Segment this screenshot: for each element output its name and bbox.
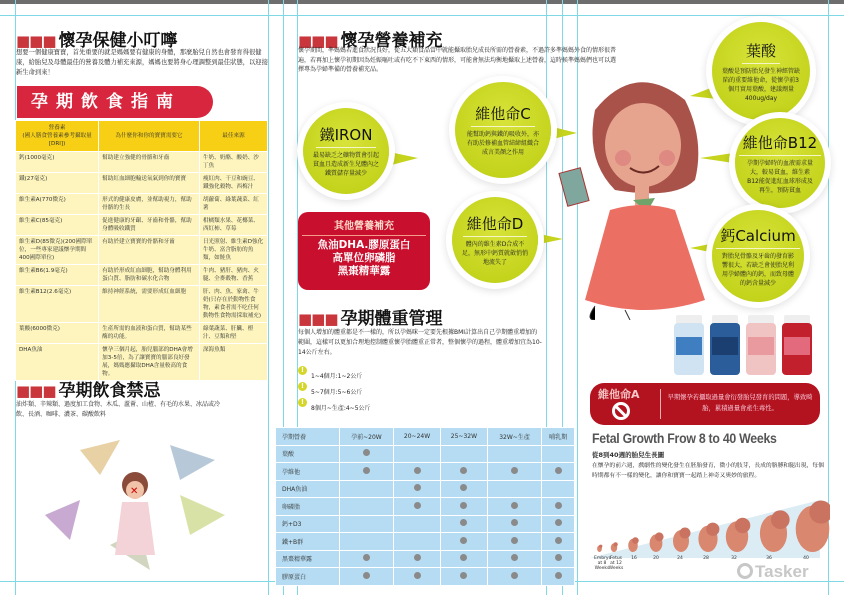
table-row — [16, 152, 268, 173]
food-triangle — [45, 500, 80, 540]
bottle — [782, 315, 812, 375]
table-row — [276, 445, 575, 463]
watermark-text: Tasker — [755, 562, 809, 581]
diet-taboo-title — [16, 376, 161, 401]
supplement-name: 鈣+D3 — [276, 515, 340, 533]
other-supplements-box — [298, 212, 430, 290]
table-cell — [440, 463, 487, 481]
guide-line — [268, 0, 269, 595]
bubble-text: 對胎兒骨骼及牙齒的發育影響很大，若缺乏會使胎兒利用孕婦體內的鈣，而致母體的鈣含量減少 — [722, 252, 795, 287]
bubble-title: 維他命C — [471, 103, 534, 127]
recommended-dot — [555, 572, 562, 579]
recommended-dot — [414, 467, 421, 474]
food-triangle — [180, 495, 225, 535]
bubble-title: 鐵IRON — [316, 124, 377, 148]
recommended-dot — [555, 519, 562, 526]
table-cell — [440, 445, 487, 463]
table-cell — [394, 445, 441, 463]
fetal-growth-illustration — [590, 490, 830, 565]
recommended-dot — [460, 467, 467, 474]
table-header-cell: 為什麼你和你的寶寶需要它 — [99, 121, 200, 152]
weight-gain-item — [298, 396, 371, 412]
vitamin-a-text: 早期懷孕若攝取過量會衍發胎兒發育的問題，導致畸胎，累積過量會產生毒性。 — [667, 394, 813, 412]
table-cell — [440, 480, 487, 498]
table-cell: 促進健康的牙齦、牙齒和骨骼，幫助身體吸收鐵質 — [99, 215, 200, 236]
table-cell — [339, 463, 393, 481]
recommended-dot — [511, 502, 518, 509]
table-row — [16, 323, 268, 344]
tasker-logo-icon — [737, 563, 753, 579]
table-cell — [487, 550, 541, 568]
table-cell: 懷孕三個月起，胎兒腦部的DHA會增加3-5倍，為了讓寶寶的腦部良好發展，媽媽應攝取DHA含量較高的食物。 — [99, 344, 200, 381]
table-cell — [339, 515, 393, 533]
supplement-bottles — [674, 315, 814, 377]
vitamin-c-bubble — [455, 82, 551, 178]
table-cell — [542, 568, 575, 586]
table-cell: 深海魚類 — [199, 344, 267, 381]
table-row — [16, 215, 268, 236]
table-row — [16, 194, 268, 215]
table-cell — [440, 568, 487, 586]
fetus-head — [655, 532, 664, 541]
table-cell: 牛奶、奶酪、酸奶、沙丁魚 — [199, 152, 267, 173]
table-cell: 維持神經系統，需要形成紅血細胞 — [99, 286, 200, 323]
table-cell — [394, 515, 441, 533]
info-icon: ! — [298, 398, 307, 407]
title-text: 孕期飲食禁忌 — [58, 381, 161, 401]
title-text: 孕期體重管理 — [340, 309, 443, 329]
fetal-week-label: 24 — [677, 556, 683, 561]
woman-cheek — [615, 150, 631, 166]
table-cell — [440, 515, 487, 533]
bubble-text: 能幫助鈣與鐵的吸收外，亦有助於修補血管結締組織合成言美顏之作用 — [466, 131, 539, 156]
calcium-bubble — [712, 210, 804, 302]
table-row — [16, 236, 268, 265]
table-cell — [487, 533, 541, 551]
table-cell: 維生素B6(1.9毫克) — [16, 265, 99, 286]
weight-gain-list — [298, 364, 371, 412]
table-cell: 胡蘿蔔、綠葉蔬菜、紅薯 — [199, 194, 267, 215]
table-cell — [542, 515, 575, 533]
table-cell — [339, 498, 393, 516]
table-header-cell: 最佳來源 — [199, 121, 267, 152]
title-dots: ■■■ — [16, 32, 56, 50]
bubble-tail — [700, 152, 740, 164]
prohibited-icon — [612, 402, 630, 420]
woman-face — [605, 103, 681, 187]
table-row — [276, 515, 575, 533]
fetus-head — [735, 518, 750, 533]
nutrition-intro: 懷孕期間，準媽媽若進食狀況良好，從五大類食品當中就能攝取胎兒成長所需的營養素，不過許多準媽媽外食的情形很普遍，若再加上懷孕初期因為妊娠嘔吐或有吃不下東西的情形，可能會無法均衡地攝取上述營養，這時候準媽媽們也可以選擇專為孕婦準備的營養補充品。 — [298, 47, 617, 73]
weight-management-text: 每個人增加的體重都是不一樣的，所以孕媽咪一定要先根據BMI計算出自己孕期體重增加的範圍，這樣可以更加合理地控制體重懷孕胎體重正常者，整個懷孕的過程，體重增加宜為10-14公斤左右。 — [298, 329, 542, 356]
fetal-week-label: Embryo at 8 Weeks — [594, 556, 612, 571]
recommended-dot — [363, 572, 370, 579]
table-header-cell: 孕期營養 — [276, 428, 340, 446]
fetal-growth-title: Fetal Growth Frow 8 to 40 Weeks — [592, 430, 777, 446]
bubble-text: 孕期孕婦時的血液需求量大，較易貧血，維生素B12能促進紅血球形成及再生，預防貧血 — [746, 159, 813, 194]
woman-dress — [115, 502, 155, 555]
vitamin-d-bubble — [452, 197, 538, 283]
table-cell — [542, 463, 575, 481]
bubble-title: 鈣Calcium — [716, 225, 799, 249]
diet-taboo-text: 油炸類、辛辣類、過度加工食物、木瓜、蘆薈、山楂、有毛的水果、冰品或冷飲、長酒、咖啡、濃茶、碳酸飲料 — [16, 401, 221, 418]
table-cell: 肝、肉、魚、家禽、牛奶(只存在於動物性食物，素食者需不吃任何動物性食物需採取補充) — [199, 286, 267, 323]
bubble-text: 最易缺乏之礦物質會引起貧血且造成新生兒體內之鐵質儲存量減少 — [313, 152, 380, 177]
table-cell: 幫助紅血細胞輸送氧氣到你的寶寶 — [99, 173, 200, 194]
fetus-head — [706, 523, 719, 536]
recommended-dot — [555, 502, 562, 509]
fetal-week-label: Fetus at 12 Weeks — [608, 556, 624, 571]
food-triangle — [170, 445, 215, 480]
table-cell — [542, 550, 575, 568]
table-cell — [542, 498, 575, 516]
recommended-dot — [511, 519, 518, 526]
table-cell — [339, 445, 393, 463]
table-cell: DHA魚油 — [16, 344, 99, 381]
tasker-watermark — [737, 562, 809, 582]
table-cell — [487, 480, 541, 498]
supplement-name: 孕維他 — [276, 463, 340, 481]
recommended-dot — [555, 554, 562, 561]
table-cell: 鈣(1000毫克) — [16, 152, 99, 173]
table-row — [276, 463, 575, 481]
table-header-cell: 20~24W — [394, 428, 441, 446]
info-icon: ! — [298, 366, 307, 375]
table-cell: 維生素B12(2.6毫克) — [16, 286, 99, 323]
weight-gain-text: 8個月~生產:4~5公斤 — [311, 405, 371, 412]
fetal-week-label: 40 — [803, 556, 809, 561]
table-header-cell: 營養素 (國人膳食營養素參考攝取量[DRI]) — [16, 121, 99, 152]
recommended-dot — [363, 467, 370, 474]
table-header-cell: 孕前~20W — [339, 428, 393, 446]
table-cell — [487, 445, 541, 463]
vitamin-a-warning — [590, 383, 820, 425]
table-row — [276, 568, 575, 586]
bubble-text: 體內的維生素D合成不足，無形中鈣質就斂悄悄地流失了 — [462, 241, 529, 266]
table-cell: 形式的健康皮膚，並幫助視力，幫助骨骼的生長 — [99, 194, 200, 215]
table-cell: 維生素C(85毫克) — [16, 215, 99, 236]
table-cell: 維生素D(85微克)(200國際單位，一些專家建議懷孕期間400國際單位) — [16, 236, 99, 265]
taboo-food-illustration — [40, 430, 240, 580]
table-cell — [487, 568, 541, 586]
vitamin-b12-bubble — [735, 118, 825, 208]
weight-gain-text: 5~7個月:5~6公斤 — [311, 389, 363, 396]
bottle — [674, 315, 704, 375]
table-cell — [339, 550, 393, 568]
iron-bubble — [303, 108, 389, 194]
title-dots: ■■■ — [298, 32, 338, 50]
fetal-growth-text: 在懷孕的前六週，戲劇性的變化發生在胚胎發育，微小的肢芽，長成的胳膊和腿出現，每個時期都有不一樣的變化，讓你和寶寶一起踏上神奇又奧妙的旅程。 — [592, 463, 824, 479]
woman-dress — [585, 205, 705, 310]
table-cell — [440, 533, 487, 551]
page-top-border — [0, 0, 844, 4]
fetus-head — [680, 528, 691, 539]
fetal-week-label: 20 — [653, 556, 659, 561]
table-row — [276, 498, 575, 516]
diet-guide-banner: 孕期飲食指南 — [17, 86, 213, 118]
bottle — [710, 315, 740, 375]
other-supplement-item: 黑棗精華露 — [337, 265, 391, 277]
recommended-dot — [460, 554, 467, 561]
table-row — [276, 550, 575, 568]
diet-guide-table — [15, 120, 268, 381]
bubble-title: 維他命B12 — [739, 132, 821, 156]
table-cell — [440, 550, 487, 568]
table-cell — [542, 480, 575, 498]
table-cell — [440, 498, 487, 516]
table-cell — [487, 498, 541, 516]
table-cell — [339, 480, 393, 498]
weight-gain-text: 1~4個月:1~2公斤 — [311, 373, 363, 380]
other-supplements-title: 其他營養補充 — [302, 212, 426, 236]
woman-cheek — [659, 150, 675, 166]
title-dots: ■■■ — [298, 310, 338, 328]
other-supplement-item: 魚油DHA.膠原蛋白 — [317, 239, 411, 251]
fetus-head — [599, 545, 602, 548]
table-cell: 牛肉、豬肝、豬肉、火腿、全麥穀物、香蕉 — [199, 265, 267, 286]
title-dots: ■■■ — [16, 382, 56, 400]
fetal-growth-subtitle: 從8到40週的胎兒生長圖 — [592, 451, 665, 459]
recommended-dot — [460, 572, 467, 579]
table-cell — [542, 445, 575, 463]
table-cell: 有助於建立寶寶的骨骼和牙齒 — [99, 236, 200, 265]
other-supplement-item: 高單位卵磷脂 — [332, 252, 396, 264]
recommended-dot — [460, 484, 467, 491]
bubble-text: 葉酸是預防胎兒發生神經管缺陷的重要維他命，從懷孕前3個月實用葉酸，建議劑量400ug/day — [722, 67, 801, 102]
guide-line — [0, 15, 844, 16]
table-cell: 日光照射、維生素D強化牛奶、富含脂肪的魚類，如鮭魚 — [199, 236, 267, 265]
table-cell — [394, 550, 441, 568]
table-cell: 綠葉蔬菜、肝臟、橙汁、豆類和堅 — [199, 323, 267, 344]
health-tips-intro: 想要一個健康寶寶，首先重要的就是媽媽要有健康的身體，那麼胎兒自然也會發育得很健康，給胎兒及母體最佳的營養及體力補充來源，媽媽也要將身心理調整到最佳狀態，以迎接新生命到來！ — [16, 49, 268, 76]
food-triangle — [80, 440, 120, 475]
table-cell — [339, 533, 393, 551]
recommended-dot — [460, 519, 467, 526]
recommended-dot — [363, 554, 370, 561]
weight-gain-item — [298, 364, 371, 380]
supplement-name: 膠原蛋白 — [276, 568, 340, 586]
table-cell: 生產所需的血液和蛋白質，幫助某些酶的功能。 — [99, 323, 200, 344]
supplement-schedule-table — [275, 427, 575, 586]
fetus-head — [613, 542, 617, 546]
table-cell: 柑橘類水果、花椰菜、西紅柿、草莓 — [199, 215, 267, 236]
recommended-dot — [414, 502, 421, 509]
table-header-cell: 32W~生產 — [487, 428, 541, 446]
table-header-cell: 哺乳期 — [542, 428, 575, 446]
table-cell — [394, 463, 441, 481]
fetal-week-label: 28 — [703, 556, 709, 561]
supplement-name: 卵磷脂 — [276, 498, 340, 516]
table-row — [16, 344, 268, 381]
recommended-dot — [555, 537, 562, 544]
divider — [660, 389, 661, 419]
recommended-dot — [363, 449, 370, 456]
fetus-head — [771, 510, 790, 529]
table-cell: 瘦紅肉、干豆和豌豆、鐵強化穀物、西梅汁 — [199, 173, 267, 194]
weight-gain-item — [298, 380, 371, 396]
table-cell — [394, 533, 441, 551]
table-row — [16, 286, 268, 323]
table-row — [276, 480, 575, 498]
table-row — [16, 265, 268, 286]
fetal-week-label: 36 — [766, 556, 772, 561]
recommended-dot — [511, 537, 518, 544]
table-cell — [394, 480, 441, 498]
table-cell — [339, 568, 393, 586]
weight-management-title — [298, 304, 443, 329]
fetal-week-label: 16 — [631, 556, 637, 561]
supplement-name: DHA魚油 — [276, 480, 340, 498]
table-cell — [487, 515, 541, 533]
table-row — [16, 173, 268, 194]
fetus-head — [632, 537, 639, 544]
table-cell: 維生素A(770微克) — [16, 194, 99, 215]
table-cell: 葉酸(6000微克) — [16, 323, 99, 344]
recommended-dot — [555, 467, 562, 474]
recommended-dot — [511, 554, 518, 561]
vitamin-a-title: 維他命A — [598, 388, 640, 401]
table-cell: 鐵(27毫克) — [16, 173, 99, 194]
table-cell: 有助於形成紅血細胞，幫助身體利用蛋白質、脂肪和碳水化合物 — [99, 265, 200, 286]
supplement-name: 鐵+B群 — [276, 533, 340, 551]
info-icon: ! — [298, 382, 307, 391]
recommended-dot — [414, 554, 421, 561]
recommended-dot — [414, 572, 421, 579]
bottle — [746, 315, 776, 375]
bubble-title: 維他命D — [463, 213, 528, 237]
bubble-title: 葉酸 — [742, 40, 780, 64]
table-cell — [487, 463, 541, 481]
supplement-name: 葉酸 — [276, 445, 340, 463]
book — [559, 168, 589, 207]
no-icon: ✕ — [130, 486, 139, 497]
recommended-dot — [460, 537, 467, 544]
title-text: 懷孕保健小叮嚀 — [58, 31, 178, 51]
table-cell — [394, 568, 441, 586]
title-text: 懷孕營養補充 — [340, 31, 443, 51]
table-cell — [394, 498, 441, 516]
recommended-dot — [511, 572, 518, 579]
supplement-name: 黑棗精華露 — [276, 550, 340, 568]
table-row — [276, 533, 575, 551]
folic-acid-bubble — [712, 22, 810, 120]
recommended-dot — [414, 484, 421, 491]
recommended-dot — [460, 502, 467, 509]
table-cell — [542, 533, 575, 551]
recommended-dot — [511, 467, 518, 474]
table-cell: 幫助建立強健的骨骼和牙齒 — [99, 152, 200, 173]
table-header-cell: 25~32W — [440, 428, 487, 446]
fetal-week-label: 32 — [731, 556, 737, 561]
